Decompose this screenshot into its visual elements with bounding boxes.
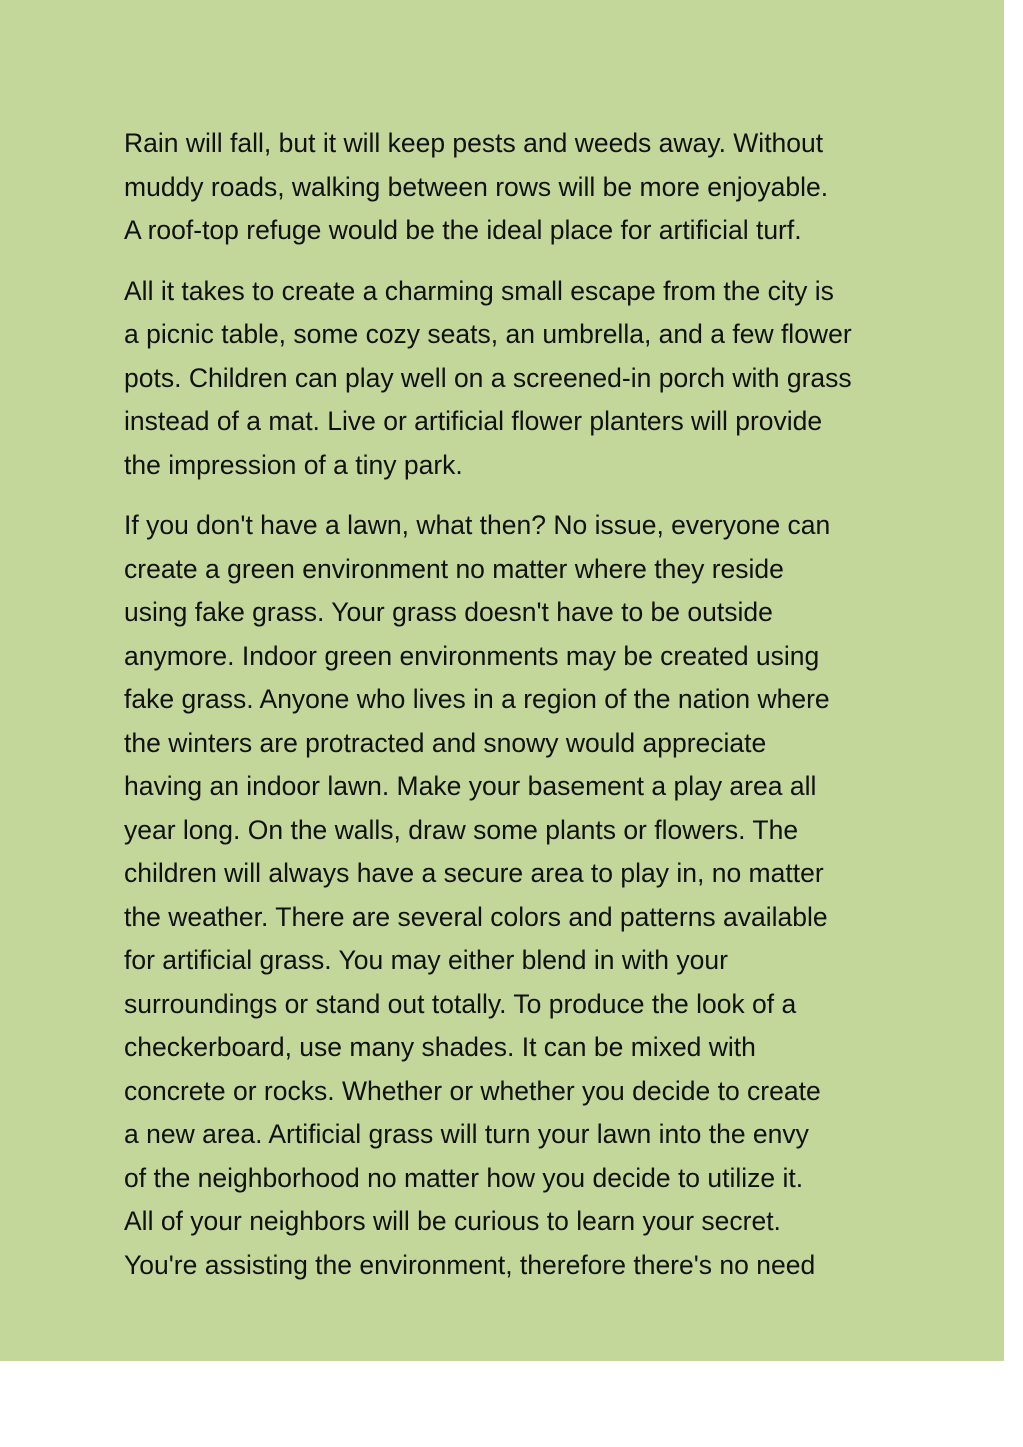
text-line: surroundings or stand out totally. To produce the look of a	[124, 988, 797, 1019]
paragraph-2	[124, 270, 914, 488]
text-line: the weather. There are several colors and patterns available	[124, 901, 828, 932]
text-line: a picnic table, some cozy seats, an umbrella, and a few flower	[124, 319, 852, 349]
text-line: checkerboard, use many shades. It can be mixed with	[124, 1032, 756, 1062]
paragraph-3	[124, 504, 914, 1287]
text-line: concrete or rocks. Whether or whether you decide to create	[124, 1075, 821, 1106]
text-line: All it takes to create a charming small escape from the city is	[124, 275, 834, 306]
text-line: of the neighborhood no matter how you decide to utilize it.	[124, 1162, 804, 1193]
text-line: fake grass. Anyone who lives in a region of the nation where	[124, 684, 830, 714]
text-line: year long. On the walls, draw some plants or flowers. The	[124, 814, 799, 845]
text-line: pots. Children can play well on a screened-in porch with grass	[124, 362, 852, 393]
text-line: A roof-top refuge would be the ideal place for artificial turf.	[124, 215, 802, 245]
text-line: using fake grass. Your grass doesn't have to be outside	[124, 597, 773, 627]
text-line: the winters are protracted and snowy would appreciate	[124, 727, 767, 758]
text-line: anymore. Indoor green environments may be created using	[124, 640, 820, 671]
text-line: All of your neighbors will be curious to learn your secret.	[124, 1206, 781, 1236]
text-line: You're assisting the environment, therefore there's no need	[124, 1249, 816, 1280]
text-line: Rain will fall, but it will keep pests and weeds away. Without	[124, 128, 824, 158]
text-line: If you don't have a lawn, what then? No issue, everyone can	[124, 510, 831, 540]
paragraph-1	[124, 122, 914, 253]
text-line: for artificial grass. You may either blend in with your	[124, 945, 728, 975]
text-line: instead of a mat. Live or artificial flower planters will provide	[124, 406, 823, 436]
text-line: create a green environment no matter where they reside	[124, 553, 784, 584]
text-line: having an indoor lawn. Make your basement a play area all	[124, 771, 817, 801]
document-body	[124, 122, 914, 1304]
text-line: a new area. Artificial grass will turn your lawn into the envy	[124, 1119, 809, 1149]
text-line: the impression of a tiny park.	[124, 449, 463, 480]
text-line: children will always have a secure area to play in, no matter	[124, 858, 824, 888]
text-line: muddy roads, walking between rows will be more enjoyable.	[124, 171, 829, 202]
